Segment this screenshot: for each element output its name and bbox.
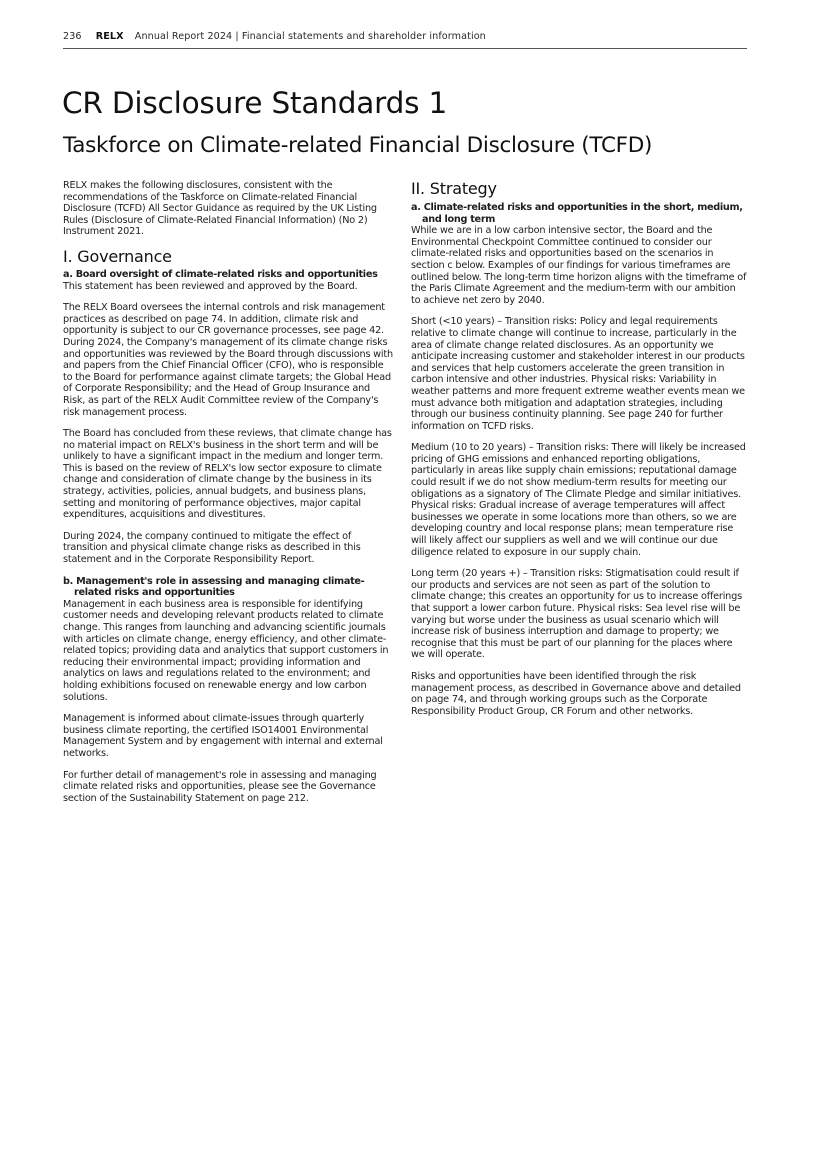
management-paragraph-3: For further detail of management's role in assessing and managing climate related risks and opportunities, please see the Governance section of the Sustainability Statement on page 212. — [63, 769, 377, 804]
management-paragraph-1: Management in each business area is responsible for identifying customer needs and developing relevant products related to climate change. This ranges from launching and advancing scientific journals with articles on climate change, energy efficiency, and other climate-related topics; providing data and analytics that support customers in reducing their environmental impact; providing information and analytics on laws and regulations related to the environment; and holding exhibitions focused on renewable energy and low carbon solutions. — [63, 598, 389, 703]
governance-heading: I. Governance — [63, 246, 172, 266]
right-column — [411, 180, 747, 727]
intro-paragraph: RELX makes the following disclosures, consistent with the recommendations of the Taskforce on Climate-related Financial Disclosure (TCFD) All Sector Guidance as required by the UK Listing Rules (Disclosure of Climate-Related Financial Information) (No 2) Instrument 2021. — [63, 180, 377, 238]
strategy-heading: II. Strategy — [411, 179, 497, 198]
report-title: Annual Report 2024 | Financial statements and shareholder information — [134, 31, 486, 42]
strategy-paragraph-1: While we are in a low carbon intensive sector, the Board and the Environmental Checkpoint Committee continued to consider our climate-related risks and opportunities based on the scenarios in section c below. Examples of our findings for various timeframes are outlined below. The long-term time horizon aligns with the timeframe of the Paris Climate Agreement and the medium-term with our ambition to achieve net zero by 2040. — [411, 225, 747, 306]
governance-paragraph-3: The Board has concluded from these reviews, that climate change has no material impact on RELX's business in the short term and will be unlikely to have a significant impact in the medium and longer term. This is based on the review of RELX's low sector exposure to climate change and consideration of climate change by the business in its strategy, activities, policies, annual budgets, and business plans, setting and monitoring of performance objectives, major capital expenditures, acquisitions and divestitures. — [63, 428, 392, 521]
risks-opportunities-subheading: a. Climate-related risks and opportunities in the short, medium, and long term — [411, 202, 743, 225]
long-term-paragraph: Long term (20 years +) – Transition risks: Stigmatisation could result if our products and services are not seen as part of the solution to climate change; this creates an opportunity for us to increase offerings that support a lower carbon future. Physical risks: Sea level rise will be varying but worse under the business as usual scenario which will increase risk of business interruption and damage to property; we recognise that this must be part of our planning for the places where we will operate. — [411, 568, 742, 661]
running-header — [63, 31, 747, 42]
page-number: 236 — [63, 31, 82, 42]
medium-term-paragraph: Medium (10 to 20 years) – Transition risks: There will likely be increased pricing of GHG emissions and enhanced reporting obligations, particularly in areas like supply chain emissions; reputational damage could result if we do not show medium-term results for meeting our obligations as a signatory of The Climate Pledge and similar initiatives. Physical risks: Gradual increase of average temperatures will affect businesses we operate in some locations more than others, so we are developing country and local response plans; mean temperature rise will likely affect our suppliers as well and we will continue our due diligence related to exposure in our supply chain. — [411, 442, 746, 558]
governance-paragraph-1: This statement has been reviewed and approved by the Board. — [63, 280, 358, 292]
page-title: CR Disclosure Standards 1 — [62, 86, 448, 120]
management-paragraph-2: Management is informed about climate-issues through quarterly business climate reporting, the certified ISO14001 Environmental Management System and by engagement with internal and external networks. — [63, 713, 383, 759]
governance-paragraph-2: The RELX Board oversees the internal controls and risk management practices as described on page 74. In addition, climate risk and opportunity is subject to our CR governance processes, see page 42. During 2024, the Company's management of its climate change risks and opportunities was reviewed by the Board through discussions with and papers from the Chief Financial Officer (CFO), who is responsible to the Board for performance against climate targets; the Global Head of Corporate Responsibility; and the Head of Group Insurance and Risk, as part of the RELX Audit Committee review of the Company's risk management process. — [63, 302, 393, 418]
left-column — [63, 180, 395, 814]
governance-paragraph-4: During 2024, the company continued to mitigate the effect of transition and physical climate change risks as described in this statement and in the Corporate Responsibility Report. — [63, 530, 361, 566]
header-divider — [63, 48, 747, 49]
brand-name: RELX — [95, 31, 124, 42]
risk-identification-paragraph: Risks and opportunities have been identified through the risk management process, as described in Governance above and detailed on page 74, and through working groups such as the Corporate Responsibility Product Group, CR Forum and other networks. — [411, 670, 741, 717]
short-term-paragraph: Short (<10 years) – Transition risks: Policy and legal requirements relative to climate change will continue to increase, particularly in the area of climate change related disclosures. As an opportunity we anticipate increasing customer and stakeholder interest in our products and services that help customers accelerate the green transition in carbon intensive and other industries. Physical risks: Variability in weather patterns and more frequent extreme weather events mean we must advance both mitigation and adaptation strategies, including through our business continuity planning. See page 240 for further information on TCFD risks. — [411, 316, 745, 432]
page-subtitle: Taskforce on Climate-related Financial Disclosure (TCFD) — [63, 133, 653, 158]
board-oversight-subheading: a. Board oversight of climate-related risks and opportunities — [63, 268, 378, 280]
management-role-subheading: b. Management's role in assessing and managing climate-related risks and opportunities — [63, 575, 365, 599]
